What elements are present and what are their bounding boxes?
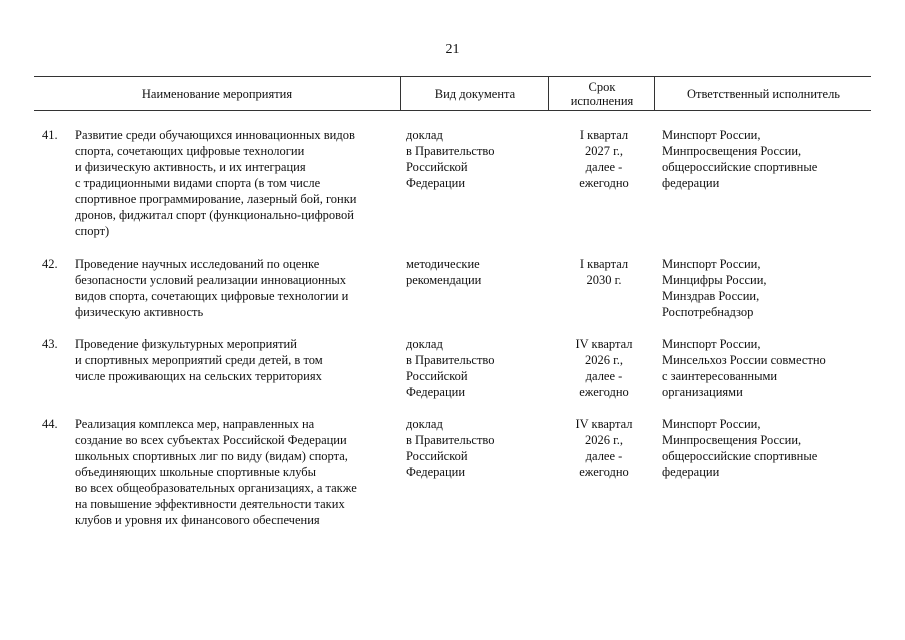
document-type: доклад в Правительство Российской Федерации (406, 417, 495, 479)
deadline: IV квартал 2026 г., далее - ежегодно (575, 337, 633, 399)
row-number: 42. (42, 257, 58, 271)
deadline: IV квартал 2026 г., далее - ежегодно (575, 417, 633, 479)
row-number: 43. (42, 337, 58, 351)
event-name: Проведение физкультурных мероприятий и спортивных мероприятий среди детей, в том числе проживающих на сельских территориях (75, 337, 323, 383)
deadline: I квартал 2027 г., далее - ежегодно (579, 128, 629, 190)
row-number: 41. (42, 128, 58, 142)
header-event-name: Наименование мероприятия (141, 86, 293, 101)
responsible: Минспорт России, Минпросвещения России, общероссийские спортивные федерации (662, 128, 818, 190)
document-type: доклад в Правительство Российской Федерации (406, 128, 495, 190)
responsible: Минспорт России, Минцифры России, Минздрав России, Роспотребнадзор (662, 257, 767, 319)
row-number: 44. (42, 417, 58, 431)
header-document-type: Вид документа (400, 77, 549, 110)
document-type: методические рекомендации (406, 257, 482, 287)
header-deadline: Срок исполнения (548, 77, 655, 110)
event-name: Развитие среди обучающихся инновационных видов спорта, сочетающих цифровые технологии и физическую активность, и их интеграция с традиционными видами спорта (в том числе спортивное программирование, лазерный бой, гонки дронов, фиджитал спорт (функционально-цифровой спорт) (75, 128, 357, 238)
responsible: Минспорт России, Минсельхоз России совместно с заинтересованными организациями (662, 337, 826, 399)
header-responsible: Ответственный исполнитель (654, 77, 872, 110)
deadline: I квартал 2030 г. (579, 257, 629, 287)
event-name: Проведение научных исследований по оценке безопасности условий реализации инновационных видов спорта, сочетающих цифровые технологии и физическую активность (75, 257, 349, 319)
table-header (34, 76, 871, 111)
event-name: Реализация комплекса мер, направленных на создание во всех субъектах Российской Федерации школьных спортивных лиг по виду (видам) спорта, объединяющих школьные спортивные клубы во всех общеобразовательных организациях, а также на повышение эффективности деятельности таких клубов и уровня их финансового обеспечения (75, 417, 357, 527)
responsible: Минспорт России, Минпросвещения России, общероссийские спортивные федерации (662, 417, 818, 479)
page-number: 21 (445, 42, 460, 57)
document-type: доклад в Правительство Российской Федерации (406, 337, 495, 399)
